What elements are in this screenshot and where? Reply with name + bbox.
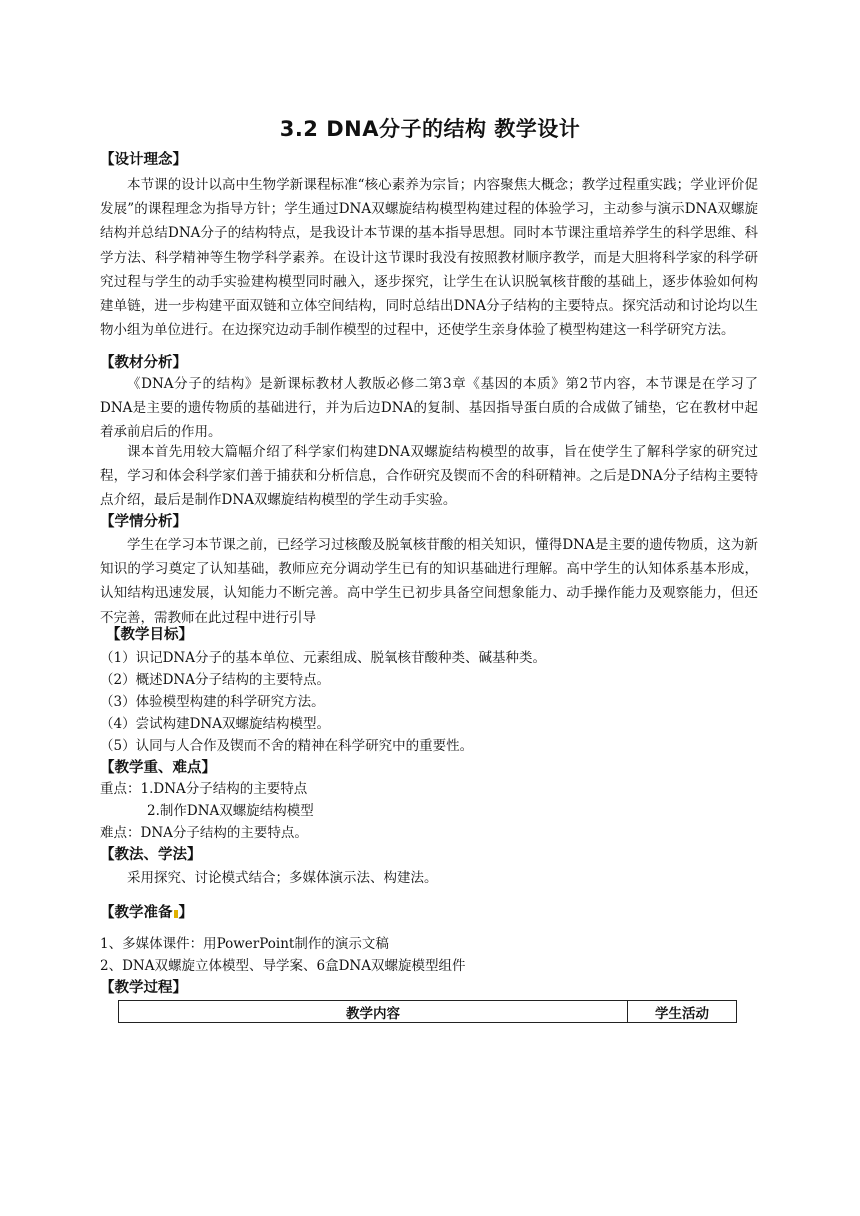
heading-preparation-text: 【教学准备 [100, 905, 173, 921]
textbook-analysis-para-2: 课本首先用较大篇幅介绍了科学家们构建DNA双螺旋结构模型的故事，旨在使学生了解科学家的研究过程，学习和体会科学家们善于捕获和分析信息，合作研究及锲而不舍的科研精神。之后是DNA分子结构主要特点介绍，最后是制作DNA双螺旋结构模型的学生动手实验。 [100, 444, 758, 509]
prep-item: 2、DNA双螺旋立体模型、导学案、6盒DNA双螺旋模型组件 [100, 958, 466, 974]
page-title: 3.2 DNA分子的结构 教学设计 [279, 117, 581, 141]
goal-item: （3）体验模型构建的科学研究方法。 [100, 694, 325, 710]
heading-preparation-end: 】 [178, 905, 193, 921]
design-concept-text: 本节课的设计以高中生物学新课程标准“核心素养为宗旨；内容聚焦大概念；教学过程重实践；学业评价促发展”的课程理念为指导方针；学生通过DNA双螺旋结构模型构建过程的体验学习，主动参与演示DNA双螺旋结构并总结DNA分子的结构特点，是我设计本节课的基本指导思想。同时本节课注重培养学生的科学思维、科学方法、科学精神等生物学科学素养。在设计这节课时我没有按照教材顺序教学，而是大胆将科学家的科学研究过程与学生的动手实验建构模型同时融入，逐步探究，让学生在认识脱氧核苷酸的基础上，逐步体验如何构建单链，进一步构建平面双链和立体空间结构，同时总结出DNA分子结构的主要特点。探究活动和讨论均以生物小组为单位进行。在边探究边动手制作模型的过程中，还使学生亲身体验了模型构建这一科学研究方法。 [100, 177, 758, 339]
teaching-process-table [118, 1000, 737, 1023]
student-analysis-text: 学生在学习本节课之前，已经学习过核酸及脱氧核苷酸的相关知识，懂得DNA是主要的遗传物质，这为新知识的学习奠定了认知基础，教师应充分调动学生已有的知识基础进行理解。高中学生的认知体系基本形成，认知结构迅速发展，认知能力不断完善。高中学生已初步具备空间想象能力、动手操作能力及观察能力，但还不完善，需教师在此过程中进行引导 [100, 537, 758, 626]
heading-methods: 【教法、学法】 [100, 847, 202, 863]
difficulty-point: 难点：DNA分子结构的主要特点。 [100, 825, 308, 841]
column-header-content: 教学内容 [119, 1001, 628, 1023]
key-point-2: 2.制作DNA双螺旋结构模型 [147, 803, 314, 819]
table-header-row [119, 1001, 737, 1023]
key-point-1: 重点：1.DNA分子结构的主要特点 [100, 781, 308, 797]
heading-preparation [100, 903, 193, 923]
goal-item: （1）识记DNA分子的基本单位、元素组成、脱氧核苷酸种类、碱基种类。 [100, 650, 546, 666]
heading-design-concept: 【设计理念】 [100, 152, 187, 168]
heading-teaching-goals: 【教学目标】 [106, 627, 193, 643]
highlight-mark [174, 910, 178, 918]
goal-item: （4）尝试构建DNA双螺旋结构模型。 [100, 716, 330, 732]
goal-item: （2）概述DNA分子结构的主要特点。 [100, 672, 330, 688]
goal-item: （5）认同与人合作及锲而不舍的精神在科学研究中的重要性。 [100, 738, 474, 754]
heading-student-analysis: 【学情分析】 [100, 514, 187, 530]
textbook-analysis-para-1: 《DNA分子的结构》是新课标教材人教版必修二第3章《基因的本质》第2节内容，本节课是在学习了DNA是主要的遗传物质的基础进行，并为后边DNA的复制、基因指导蛋白质的合成做了铺垫，它在教材中起着承前启后的作用。 [100, 376, 758, 441]
methods-text: 采用探究、讨论模式结合；多媒体演示法、构建法。 [127, 870, 438, 886]
heading-key-points: 【教学重、难点】 [100, 760, 216, 776]
prep-item: 1、多媒体课件：用PowerPoint制作的演示文稿 [100, 936, 389, 952]
column-header-activity: 学生活动 [628, 1001, 737, 1023]
heading-textbook-analysis: 【教材分析】 [100, 355, 187, 371]
heading-teaching-process: 【教学过程】 [100, 980, 187, 996]
